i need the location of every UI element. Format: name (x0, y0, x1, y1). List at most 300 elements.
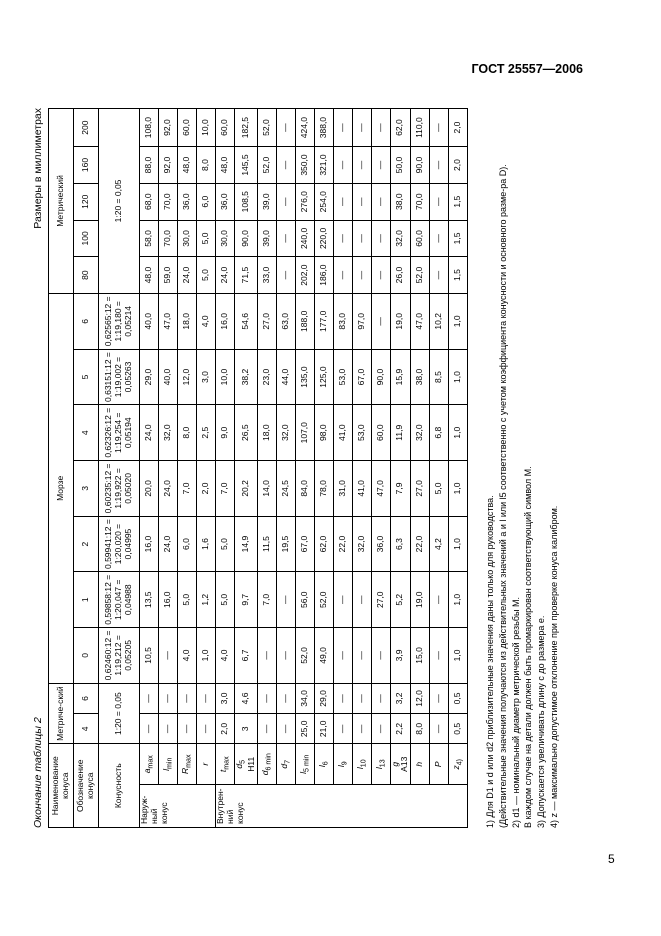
value-cell: 56,0 (295, 572, 314, 628)
value-cell: — (257, 683, 276, 713)
value-cell: 19,0 (390, 293, 411, 349)
value-cell: 202,0 (295, 257, 314, 294)
table-row (257, 109, 276, 828)
value-cell: 59,0 (159, 257, 178, 294)
value-cell: 12,0 (178, 349, 197, 405)
value-cell: 92,0 (159, 109, 178, 147)
value-cell: 90,0 (411, 147, 430, 184)
value-cell: 8,0 (178, 405, 197, 461)
value-cell: 38,2 (235, 349, 258, 405)
value-cell: 67,0 (295, 516, 314, 572)
value-cell: 4,0 (197, 293, 216, 349)
symbol: P (433, 761, 444, 768)
value-cell: 24,5 (276, 461, 295, 517)
rotated-table-area (32, 108, 592, 828)
symbol: R (180, 767, 191, 774)
value-cell: 1,2 (197, 572, 216, 628)
value-cell: 1,6 (197, 516, 216, 572)
value-cell: 68,0 (140, 183, 159, 220)
outer-cone-label: Наруж-ный конус (140, 784, 216, 827)
symbol-cell (314, 744, 333, 784)
value-cell: 1,0 (449, 349, 468, 405)
value-cell: 125,0 (314, 349, 333, 405)
value-cell: 18,0 (178, 293, 197, 349)
symbol-cell (411, 744, 430, 784)
footnote: 4) z — максимально допустимое отклонение при проверке конуса калибром. (548, 505, 559, 828)
conicity-value: 0,63151:12 = 1:19,002 = 0,05263 (99, 349, 140, 405)
value-cell: — (430, 683, 449, 713)
symbol: h (414, 761, 425, 767)
value-cell: 60,0 (371, 405, 390, 461)
value-cell: 16,0 (159, 572, 178, 628)
value-cell: 11,5 (257, 516, 276, 572)
value-cell: — (276, 257, 295, 294)
value-cell: — (430, 257, 449, 294)
table-row (352, 109, 371, 828)
header-group-metric: Метрический (49, 109, 74, 294)
value-cell: 107,0 (295, 405, 314, 461)
symbol: d (278, 763, 289, 769)
value-cell: 29,0 (140, 349, 159, 405)
value-cell: 1,5 (449, 257, 468, 294)
value-cell: 27,0 (371, 572, 390, 628)
value-cell: 6,3 (390, 516, 411, 572)
table-row (314, 109, 333, 828)
value-cell: — (159, 628, 178, 684)
value-cell: 67,0 (352, 349, 371, 405)
value-cell: 3,2 (390, 683, 411, 713)
value-cell: 36,0 (216, 183, 235, 220)
value-cell: 7,0 (178, 461, 197, 517)
value-cell: — (352, 714, 371, 744)
value-cell: — (276, 147, 295, 184)
value-cell: 92,0 (159, 147, 178, 184)
value-cell: 78,0 (314, 461, 333, 517)
value-cell: 6,0 (197, 183, 216, 220)
value-cell: 3,0 (197, 349, 216, 405)
value-cell: — (333, 628, 352, 684)
symbol: z (451, 765, 462, 770)
value-cell: 27,0 (411, 461, 430, 517)
value-cell: 16,0 (140, 516, 159, 572)
symbol-cell (430, 744, 449, 784)
value-cell: 8,5 (430, 349, 449, 405)
value-cell: 1,0 (197, 628, 216, 684)
value-cell: 25,0 (295, 714, 314, 744)
value-cell: — (333, 109, 352, 147)
value-cell: 22,0 (411, 516, 430, 572)
value-cell: 3,9 (390, 628, 411, 684)
value-cell: 31,0 (333, 461, 352, 517)
symbol: a (142, 768, 153, 774)
value-cell: 38,0 (390, 183, 411, 220)
value-cell: — (197, 714, 216, 744)
value-cell: 62,0 (390, 109, 411, 147)
symbol-cell (276, 744, 295, 784)
table-row (390, 109, 411, 828)
value-cell: — (430, 147, 449, 184)
value-cell: 6,8 (430, 405, 449, 461)
footnote: В каждом случае на детали должен быть промаркирован соответствующий символ M. (523, 466, 534, 828)
value-cell: 182,5 (235, 109, 258, 147)
value-cell: 44,0 (276, 349, 295, 405)
value-cell: 52,0 (257, 109, 276, 147)
value-cell: 27,0 (257, 293, 276, 349)
value-cell: 9,7 (235, 572, 258, 628)
value-cell: — (333, 683, 352, 713)
value-cell: 2,0 (216, 714, 235, 744)
value-cell: — (352, 572, 371, 628)
value-cell: — (178, 714, 197, 744)
value-cell: 2,0 (449, 147, 468, 184)
value-cell: 7,9 (390, 461, 411, 517)
value-cell: 4,2 (430, 516, 449, 572)
value-cell: 350,0 (295, 147, 314, 184)
value-cell: 5,0 (216, 516, 235, 572)
value-cell: — (371, 714, 390, 744)
symbol: l (297, 771, 308, 774)
table-row (216, 109, 235, 828)
tolerance-class: H11 (245, 756, 256, 772)
symbol-subscript: 5 min (302, 754, 311, 772)
value-cell: 135,0 (295, 349, 314, 405)
symbol-subscript: 6 min (264, 753, 273, 771)
value-cell: 1,0 (449, 461, 468, 517)
value-cell: — (140, 714, 159, 744)
value-cell: — (333, 714, 352, 744)
value-cell: — (371, 257, 390, 294)
inner-cone-label: Внутрен-ний конус (216, 784, 468, 827)
value-cell: 70,0 (159, 220, 178, 257)
units-caption: Размеры в миллиметрах (32, 108, 44, 229)
value-cell: — (352, 220, 371, 257)
value-cell: 20,0 (140, 461, 159, 517)
symbol: l (161, 769, 172, 771)
symbol: l (354, 767, 365, 770)
value-cell: 5,0 (197, 257, 216, 294)
value-cell: 14,9 (235, 516, 258, 572)
value-cell: — (276, 183, 295, 220)
table-row (333, 109, 352, 828)
value-cell: 52,0 (295, 628, 314, 684)
value-cell: 50,0 (390, 147, 411, 184)
value-cell: 58,0 (140, 220, 159, 257)
header-cone-name: Наименование конуса (49, 744, 74, 828)
symbol: l (373, 767, 384, 770)
symbol-subscript: 13 (378, 759, 387, 768)
footnote: 3) Допускается увеличивать длину c до размера e. (536, 615, 547, 828)
value-cell: 53,0 (352, 405, 371, 461)
value-cell: 39,0 (257, 220, 276, 257)
table-row (276, 109, 295, 828)
value-cell: 48,0 (178, 147, 197, 184)
conicity-value: 0,62326:12 = 1:19,254 = 0,05194 (99, 405, 140, 461)
conicity-value: 1:20 = 0,05 (99, 683, 140, 744)
value-cell: 186,0 (314, 257, 333, 294)
value-cell: 7,0 (257, 572, 276, 628)
value-cell: 2,0 (197, 461, 216, 517)
value-cell: 14,0 (257, 461, 276, 517)
value-cell: 0,5 (449, 683, 468, 713)
header-size: 4 (74, 714, 99, 744)
value-cell: 18,0 (257, 405, 276, 461)
symbol: d (234, 763, 244, 769)
value-cell: — (276, 109, 295, 147)
table-row (430, 109, 449, 828)
table-row (371, 109, 390, 828)
conicity-label: Конусность (99, 744, 140, 828)
value-cell: 1,5 (449, 220, 468, 257)
header-size: 6 (74, 293, 99, 349)
footnotes (484, 108, 561, 828)
symbol-cell (178, 744, 197, 784)
value-cell: 62,0 (314, 516, 333, 572)
value-cell: 32,0 (352, 516, 371, 572)
value-cell: — (430, 714, 449, 744)
value-cell: 15,9 (390, 349, 411, 405)
value-cell: 254,0 (314, 183, 333, 220)
conicity-value: 0,60235:12 = 1:19,922 = 0,05020 (99, 461, 140, 517)
value-cell: 0,5 (449, 714, 468, 744)
value-cell: 12,0 (411, 683, 430, 713)
table-caption: Окончание таблицы 2 (32, 717, 44, 828)
symbol-subscript: 4) (455, 758, 464, 766)
footnote: 2) d1 — номинальный диаметр метрической резьбы M. (510, 597, 521, 828)
value-cell: 97,0 (352, 293, 371, 349)
value-cell: 240,0 (295, 220, 314, 257)
value-cell: 5,0 (430, 461, 449, 517)
value-cell: 40,0 (140, 293, 159, 349)
value-cell: 220,0 (314, 220, 333, 257)
table-row (295, 109, 314, 828)
value-cell: 2,0 (449, 109, 468, 147)
value-cell: 24,0 (216, 257, 235, 294)
header-size: 120 (74, 183, 99, 220)
value-cell: 90,0 (235, 220, 258, 257)
value-cell: 32,0 (276, 405, 295, 461)
value-cell: 32,0 (159, 405, 178, 461)
value-cell: 5,0 (178, 572, 197, 628)
value-cell: 188,0 (295, 293, 314, 349)
value-cell: 177,0 (314, 293, 333, 349)
symbol: r (200, 762, 211, 766)
conicity-value: 0,59858:12 = 1:20,047 = 0,04988 (99, 572, 140, 628)
header-size: 200 (74, 109, 99, 147)
value-cell: 6,0 (178, 516, 197, 572)
header-size: 4 (74, 405, 99, 461)
value-cell: — (197, 683, 216, 713)
value-cell: 2,5 (197, 405, 216, 461)
symbol-cell (159, 744, 178, 784)
value-cell: — (140, 683, 159, 713)
symbol-cell (390, 744, 411, 784)
value-cell: 26,5 (235, 405, 258, 461)
symbol: d (259, 770, 270, 776)
value-cell: — (178, 683, 197, 713)
header-group-metric-small: Метриче-ский (49, 683, 74, 744)
value-cell: 39,0 (257, 183, 276, 220)
value-cell: 1,0 (449, 628, 468, 684)
value-cell: 24,0 (159, 461, 178, 517)
value-cell: — (159, 714, 178, 744)
value-cell: 145,5 (235, 147, 258, 184)
value-cell: — (352, 257, 371, 294)
value-cell: 24,0 (140, 405, 159, 461)
value-cell: — (333, 257, 352, 294)
value-cell: 53,0 (333, 349, 352, 405)
value-cell: 38,0 (411, 349, 430, 405)
value-cell: 7,0 (216, 461, 235, 517)
value-cell: 4,0 (178, 628, 197, 684)
symbol-cell (257, 744, 276, 784)
table-row (411, 109, 430, 828)
header-group-morse: Морзе (49, 293, 74, 683)
symbol-cell (371, 744, 390, 784)
value-cell: 54,6 (235, 293, 258, 349)
value-cell: 10,5 (140, 628, 159, 684)
cone-dimensions-table (48, 108, 468, 828)
conicity-value: 0,62460:12 = 1:19,212 = 0,05205 (99, 628, 140, 684)
table-row (235, 109, 258, 828)
symbol-subscript: max (222, 756, 231, 770)
symbol-subscript: 5 (238, 759, 247, 764)
value-cell: 47,0 (371, 461, 390, 517)
value-cell: 36,0 (371, 516, 390, 572)
value-cell: — (352, 628, 371, 684)
value-cell: 71,5 (235, 257, 258, 294)
table-row (449, 109, 468, 828)
value-cell: 30,0 (178, 220, 197, 257)
header-designation: Обозначение конуса (74, 744, 99, 828)
header-size: 2 (74, 516, 99, 572)
footnote: 1) Для D1 и d или d2 приблизительные значения даны только для руководства. (485, 495, 495, 828)
value-cell: 24,0 (159, 516, 178, 572)
value-cell: 16,0 (216, 293, 235, 349)
value-cell: 4,6 (235, 683, 258, 713)
value-cell: 10,0 (216, 349, 235, 405)
value-cell: 321,0 (314, 147, 333, 184)
value-cell: 9,0 (216, 405, 235, 461)
value-cell: 70,0 (159, 183, 178, 220)
value-cell: — (430, 628, 449, 684)
value-cell: 424,0 (295, 109, 314, 147)
symbol: t (218, 769, 229, 773)
value-cell: 21,0 (314, 714, 333, 744)
value-cell: — (430, 572, 449, 628)
value-cell: — (276, 572, 295, 628)
value-cell: 26,0 (390, 257, 411, 294)
value-cell: 15,0 (411, 628, 430, 684)
value-cell: 388,0 (314, 109, 333, 147)
value-cell: 47,0 (159, 293, 178, 349)
value-cell: — (276, 683, 295, 713)
value-cell: 48,0 (216, 147, 235, 184)
value-cell: — (352, 147, 371, 184)
header-size: 1 (74, 572, 99, 628)
table-row (140, 109, 159, 828)
value-cell: 2,2 (390, 714, 411, 744)
conicity-value: 1:20 = 0,05 (99, 109, 140, 294)
value-cell: 1,0 (449, 572, 468, 628)
value-cell: 30,0 (216, 220, 235, 257)
value-cell: 98,0 (314, 405, 333, 461)
value-cell: 32,0 (390, 220, 411, 257)
value-cell: — (371, 628, 390, 684)
value-cell: 8,0 (411, 714, 430, 744)
symbol-subscript: 7 (283, 759, 292, 764)
value-cell: 10,0 (197, 109, 216, 147)
value-cell: — (276, 220, 295, 257)
value-cell: — (333, 572, 352, 628)
header-size: 160 (74, 147, 99, 184)
value-cell: 32,0 (411, 405, 430, 461)
value-cell: — (276, 628, 295, 684)
value-cell: 5,2 (390, 572, 411, 628)
symbol: l (316, 765, 327, 768)
header-size: 0 (74, 628, 99, 684)
symbol-subscript: 9 (340, 761, 349, 766)
symbol-cell (352, 744, 371, 784)
value-cell: — (333, 147, 352, 184)
value-cell: — (371, 147, 390, 184)
value-cell: — (371, 220, 390, 257)
value-cell: 19,5 (276, 516, 295, 572)
value-cell: — (430, 220, 449, 257)
tolerance-class: A13 (399, 756, 410, 772)
value-cell: 33,0 (257, 257, 276, 294)
value-cell: — (352, 683, 371, 713)
value-cell: — (333, 183, 352, 220)
value-cell: 1,5 (449, 183, 468, 220)
value-cell: — (352, 109, 371, 147)
value-cell: — (371, 683, 390, 713)
value-cell: 22,0 (333, 516, 352, 572)
symbol-cell (449, 744, 468, 784)
value-cell: — (430, 183, 449, 220)
header-size: 3 (74, 461, 99, 517)
value-cell: — (371, 183, 390, 220)
symbol-cell (235, 744, 258, 784)
value-cell: 1,0 (449, 405, 468, 461)
value-cell: — (352, 183, 371, 220)
symbol-cell (333, 744, 352, 784)
page-number: 5 (608, 852, 615, 866)
symbol-cell (216, 744, 235, 784)
document-header: ГОСТ 25557—2006 (471, 62, 583, 76)
symbol-subscript: 6 (321, 761, 330, 766)
value-cell: 110,0 (411, 109, 430, 147)
symbol-cell (295, 744, 314, 784)
value-cell: 63,0 (276, 293, 295, 349)
value-cell: 108,5 (235, 183, 258, 220)
value-cell: 52,0 (314, 572, 333, 628)
value-cell: 19,0 (411, 572, 430, 628)
value-cell: 13,5 (140, 572, 159, 628)
value-cell: 1,0 (449, 516, 468, 572)
value-cell: 276,0 (295, 183, 314, 220)
value-cell: 108,0 (140, 109, 159, 147)
value-cell: 24,0 (178, 257, 197, 294)
symbol-subscript: min (165, 757, 174, 769)
footnote: (Действительные значения получаются из действительных значений a и l или l5 соответственно с учетом коэффициента конусности и основного разме-ра D). (497, 164, 508, 828)
value-cell: 84,0 (295, 461, 314, 517)
symbol: g (389, 761, 400, 767)
value-cell: 60,0 (216, 109, 235, 147)
value-cell: 90,0 (371, 349, 390, 405)
value-cell: 40,0 (159, 349, 178, 405)
value-cell: 8,0 (197, 147, 216, 184)
value-cell: 5,0 (216, 572, 235, 628)
